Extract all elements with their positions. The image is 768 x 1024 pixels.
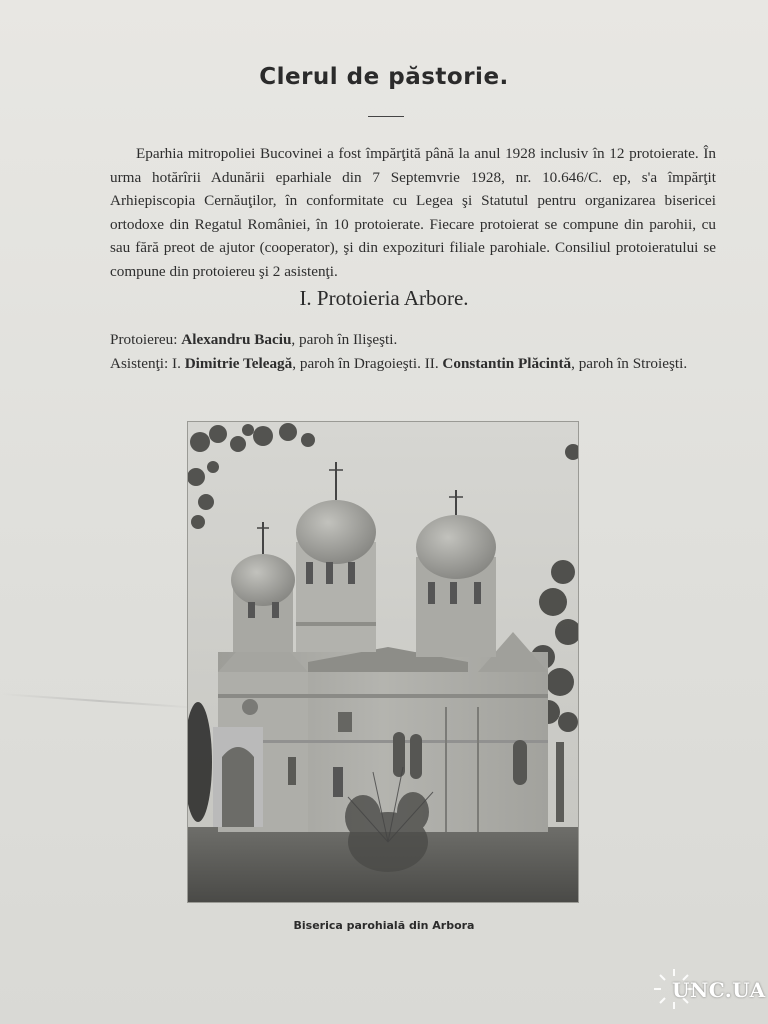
protoiereu-name: Alexandru Baciu: [181, 331, 292, 348]
asistenti-line: [110, 352, 716, 376]
protoiereu-label: Protoiereu:: [110, 331, 178, 348]
asistent-2-detail: , paroh în Stroieşti.: [571, 355, 688, 372]
asistent-2-prefix: II.: [424, 355, 439, 372]
title-divider: [368, 116, 404, 117]
protoiereu-detail: , paroh în Ilişeşti.: [291, 331, 398, 348]
asistent-1-name: Dimitrie Teleagă: [184, 355, 293, 372]
church-illustration: [188, 422, 578, 902]
page-title: Clerul de păstorie.: [259, 64, 509, 90]
asistent-1-detail: , paroh în Dragoieşti.: [292, 355, 421, 372]
intro-paragraph: Eparhia mitropoliei Bucovinei a fost împărţită până la anul 1928 inclusiv în 12 protoierate. În urma hotărîrii Adunării eparhiale din 7 Septemvrie 1928, nr. 10.646/C. ep, s'a împărţit Arhiepiscopia Cernăuţilor, în conformitate cu Legea şi Statutul pentru organizarea bisericei ortodoxe din Regatul României, în 10 protoierate. Fiecare protoierat se compune din parohii, cu sau fără preot de ajutor (cooperator), şi din expozituri filiale parohiale. Consiliul protoieratului se compune din protoiereu şi 2 asistenţi.: [110, 145, 716, 280]
asistent-2-name: Constantin Plăcintă: [442, 355, 572, 372]
church-photo: [187, 421, 579, 903]
section-heading: I. Protoieria Arbore.: [299, 286, 469, 310]
asistent-1-prefix: I.: [172, 355, 181, 372]
watermark-text: UNC.UA: [672, 978, 766, 1002]
asistenti-label: Asistenţi:: [110, 355, 169, 372]
protoiereu-line: [110, 328, 716, 352]
photo-caption: Biserica parohială din Arbora: [293, 919, 475, 932]
